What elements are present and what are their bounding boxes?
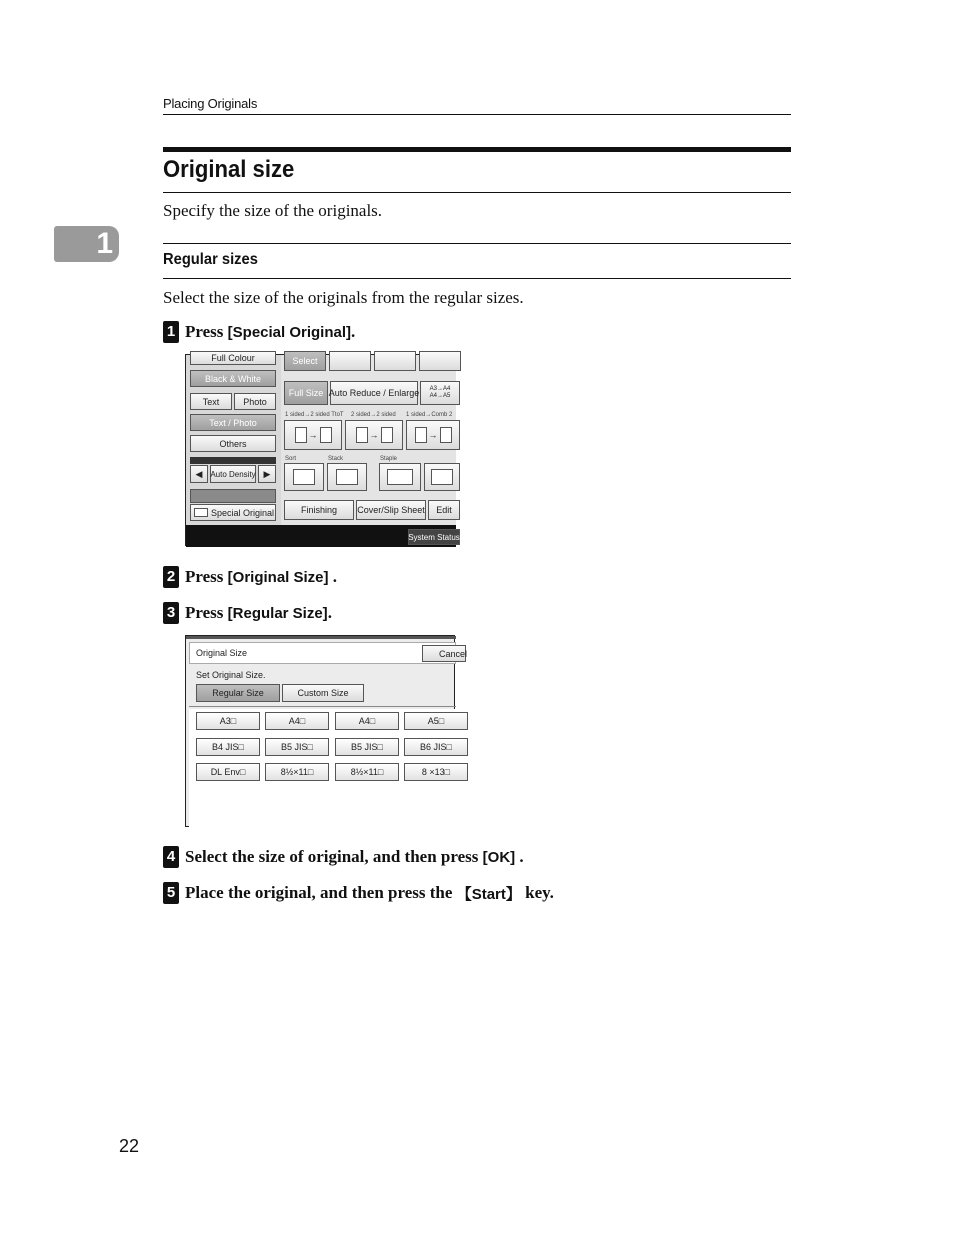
step-number: 1 [163, 321, 179, 343]
page-icon [415, 427, 427, 443]
finishing-button[interactable]: Finishing [284, 500, 354, 520]
section-top-rule [163, 147, 791, 152]
size-button-dl-env[interactable]: DL Env□ [196, 763, 260, 781]
regular-size-tab[interactable]: Regular Size [196, 684, 280, 702]
staple-button[interactable] [379, 463, 421, 491]
size-button-b4[interactable]: B4 JIS□ [196, 738, 260, 756]
photo-button[interactable]: Photo [234, 393, 276, 410]
size-button-b6[interactable]: B6 JIS□ [404, 738, 468, 756]
size-button-b5-portrait[interactable]: B5 JIS□ [335, 738, 399, 756]
size-button-b5-landscape[interactable]: B5 JIS□ [265, 738, 329, 756]
density-scale [190, 457, 276, 464]
step-suffix: . [351, 322, 356, 341]
special-original-button[interactable]: Special Original [190, 504, 276, 521]
cover-slip-button[interactable]: Cover/Slip Sheet [356, 500, 426, 520]
density-darker-button[interactable]: ▶ [258, 465, 276, 483]
step-suffix: . [327, 603, 332, 622]
size-button-8x13[interactable]: 8 ×13□ [404, 763, 468, 781]
stack-icon [336, 469, 358, 485]
step-2 [163, 566, 337, 588]
copier-main-screen [185, 353, 460, 546]
step-suffix: . [328, 567, 338, 586]
ratio-button[interactable]: A3→A4 A4→A5 [420, 381, 460, 405]
step-1 [163, 321, 355, 343]
subsection-title: Regular sizes [163, 251, 258, 268]
duplex-label-2: 2 sided→2 sided [351, 412, 396, 418]
preset-button-b[interactable] [374, 351, 416, 371]
staple-label: Staple [380, 456, 398, 462]
duplex-label-1: 1 sided→2 sided TtoT [285, 412, 344, 418]
black-white-button[interactable]: Black & White [190, 370, 276, 387]
page-icon [440, 427, 452, 443]
step-5 [163, 882, 554, 904]
step-number: 5 [163, 882, 179, 904]
dialog-top-edge [186, 636, 456, 639]
chapter-tab: 1 [54, 226, 119, 262]
step-number: 4 [163, 846, 179, 868]
key-label: [Special Original] [227, 323, 352, 341]
page-icon [320, 427, 332, 443]
page-number: 22 [119, 1136, 140, 1156]
page-icon [356, 427, 368, 443]
key-label: 【Start】 [456, 885, 521, 903]
step-4 [163, 846, 524, 868]
subsection-intro: Select the size of the originals from the regular sizes. [163, 288, 524, 307]
step-text: Press [185, 603, 228, 622]
size-button-a3[interactable]: A3□ [196, 712, 260, 730]
step-number: 3 [163, 602, 179, 624]
tab-divider [189, 706, 456, 707]
page-icon [381, 427, 393, 443]
section-title: Original size [163, 156, 295, 183]
dialog-title: Original Size [196, 648, 248, 658]
subsection-top-rule [163, 243, 791, 244]
density-lighter-button[interactable]: ◀ [190, 465, 208, 483]
subsection-bottom-rule [163, 278, 791, 279]
cancel-button[interactable]: Cancel [422, 645, 466, 662]
full-colour-button[interactable]: Full Colour [190, 351, 276, 365]
step-3 [163, 602, 332, 624]
staple-icon [431, 469, 453, 485]
set-size-prompt: Set Original Size. [196, 670, 266, 680]
staple-button-2[interactable] [424, 463, 460, 491]
step-suffix: key. [520, 883, 554, 902]
key-label: [OK] [482, 848, 516, 866]
duplex-1to2-button[interactable]: → [284, 420, 342, 450]
text-photo-button[interactable]: Text / Photo [190, 414, 276, 431]
select-button[interactable]: Select [284, 351, 326, 371]
text-button[interactable]: Text [190, 393, 232, 410]
page-icon [295, 427, 307, 443]
duplex-comb-button[interactable]: → [406, 420, 460, 450]
size-button-a4-landscape[interactable]: A4□ [265, 712, 329, 730]
sort-label: Sort [285, 456, 297, 462]
blank-panel [190, 489, 276, 503]
step-suffix: . [515, 847, 524, 866]
preset-button-c[interactable] [419, 351, 461, 371]
header-rule [163, 114, 791, 115]
system-status-button[interactable]: System Status [408, 529, 460, 545]
preset-button-a[interactable] [329, 351, 371, 371]
sort-button[interactable] [284, 463, 324, 491]
duplex-label-3: 1 sided→Comb 2 [406, 412, 453, 418]
step-text: Select the size of original, and then press [185, 847, 483, 866]
key-label: [Regular Size] [227, 604, 328, 622]
full-size-button[interactable]: Full Size [284, 381, 328, 405]
size-button-a5[interactable]: A5□ [404, 712, 468, 730]
size-button-letter-portrait[interactable]: 8½×11□ [335, 763, 399, 781]
duplex-2to2-button[interactable]: → [345, 420, 403, 450]
auto-density-button[interactable]: Auto Density [210, 465, 256, 483]
sort-icon [293, 469, 315, 485]
stack-label: Stack [328, 456, 344, 462]
others-button[interactable]: Others [190, 435, 276, 452]
auto-reduce-enlarge-button[interactable]: Auto Reduce / Enlarge [330, 381, 418, 405]
special-original-icon [194, 508, 208, 517]
step-text: Press [185, 322, 228, 341]
step-text: Press [185, 567, 228, 586]
step-text: Place the original, and then press the [185, 883, 457, 902]
staple-icon [387, 469, 413, 485]
edit-button[interactable]: Edit [428, 500, 460, 520]
running-header: Placing Originals [163, 96, 258, 111]
step-number: 2 [163, 566, 179, 588]
original-size-screen [185, 635, 468, 827]
key-label: [Original Size] [227, 568, 329, 586]
size-button-letter-landscape[interactable]: 8½×11□ [265, 763, 329, 781]
size-button-a4-portrait[interactable]: A4□ [335, 712, 399, 730]
section-bottom-rule [163, 192, 791, 193]
custom-size-tab[interactable]: Custom Size [282, 684, 364, 702]
section-intro: Specify the size of the originals. [163, 201, 383, 220]
stack-button[interactable] [327, 463, 367, 491]
